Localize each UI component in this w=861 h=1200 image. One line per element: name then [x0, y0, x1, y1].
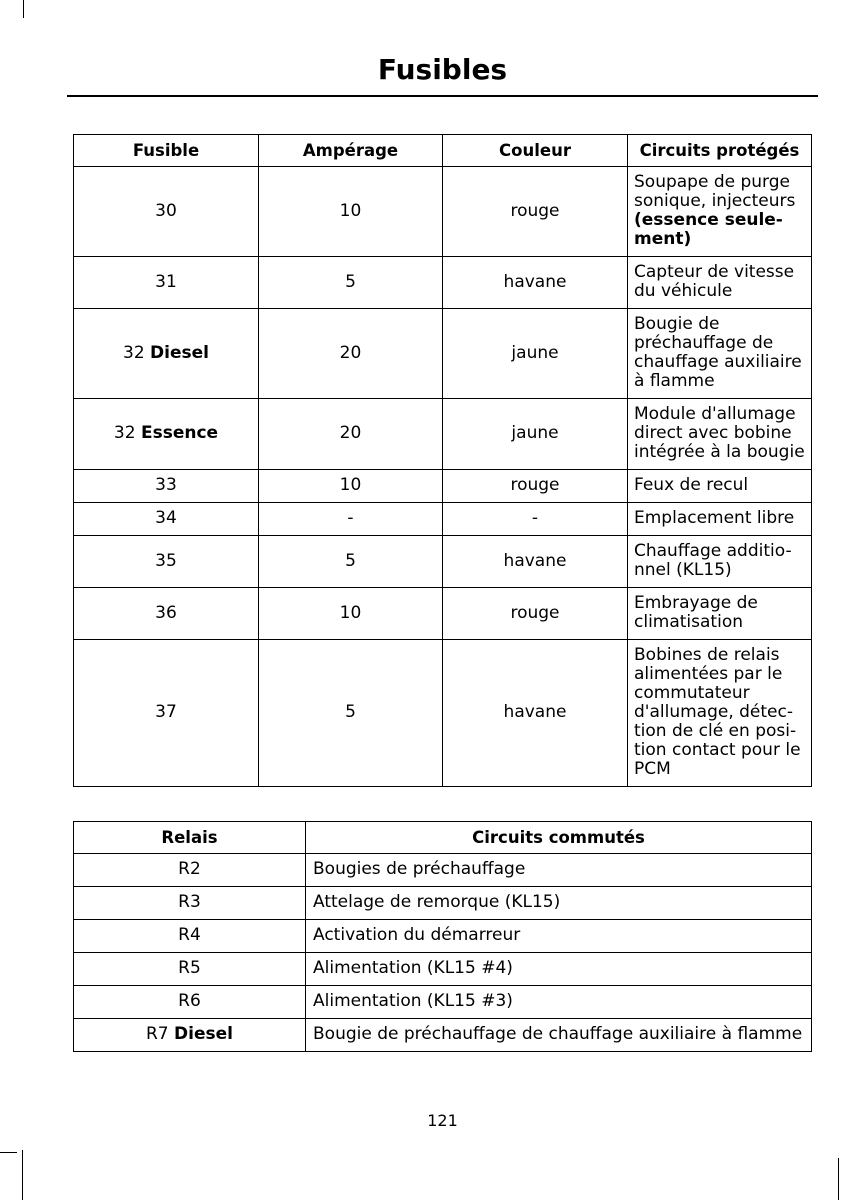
header-fuse: Fusible: [74, 135, 259, 167]
circuits-text: Feux de recul: [634, 475, 749, 495]
fuse-amperage: 10: [259, 167, 443, 257]
fuse-color: -: [443, 503, 628, 536]
fuse-color: rouge: [443, 588, 628, 640]
fuse-number: [74, 399, 259, 470]
relay-table-header: [74, 822, 812, 854]
relay-id: R3: [74, 887, 306, 920]
fuse-number: 37: [74, 640, 259, 787]
header-color: Couleur: [443, 135, 628, 167]
table-row: [74, 887, 812, 920]
relay-id: R6: [74, 986, 306, 1019]
fuse-table-header: [74, 135, 812, 167]
fuse-color: havane: [443, 640, 628, 787]
page-title: Fusibles: [377, 53, 508, 86]
relay-circuits: Alimentation (KL15 #4): [306, 953, 812, 986]
fuse-circuits: [628, 167, 812, 257]
crop-mark: [838, 1158, 839, 1200]
header-relay: Relais: [74, 822, 306, 854]
fuse-number: 36: [74, 588, 259, 640]
fuse-color: havane: [443, 257, 628, 309]
fuse-circuits: [628, 309, 812, 399]
circuits-text: Bougie de préchauffage de chauffage auxiliaire à flamme: [634, 314, 802, 391]
fuse-circuits: [628, 399, 812, 470]
table-row: [74, 986, 812, 1019]
fuse-number: 31: [74, 257, 259, 309]
circuits-note: (essence seule- ment): [634, 210, 783, 249]
relay-id: R4: [74, 920, 306, 953]
fuse-table-body: [74, 167, 812, 787]
relay-id: R5: [74, 953, 306, 986]
fuse-color: rouge: [443, 167, 628, 257]
relay-circuits: Bougie de préchauffage de chauffage auxiliaire à flamme: [306, 1019, 812, 1052]
crop-mark: [0, 1152, 17, 1153]
relay-circuits: Activation du démarreur: [306, 920, 812, 953]
circuits-text: Soupape de purge sonique, injecteurs: [634, 172, 796, 211]
fuse-amperage: 5: [259, 536, 443, 588]
circuits-text: Module d'allumage direct avec bobine intégrée à la bougie: [634, 404, 805, 462]
fuse-color: jaune: [443, 309, 628, 399]
fuse-amperage: 20: [259, 309, 443, 399]
table-row: [74, 167, 812, 257]
fuse-amperage: 5: [259, 640, 443, 787]
table-row: [74, 536, 812, 588]
fuse-amperage: 20: [259, 399, 443, 470]
circuits-text: Emplacement libre: [634, 508, 795, 528]
header-circuits: Circuits protégés: [628, 135, 812, 167]
relay-id: [74, 1019, 306, 1052]
fuse-amperage: 5: [259, 257, 443, 309]
fuse-number: 34: [74, 503, 259, 536]
relay-variant: Diesel: [174, 1024, 233, 1044]
fuse-color: havane: [443, 536, 628, 588]
table-row: [74, 920, 812, 953]
fuse-circuits: [628, 470, 812, 503]
table-row: [74, 309, 812, 399]
fuse-circuits: [628, 503, 812, 536]
table-row: [74, 953, 812, 986]
fuse-circuits: [628, 640, 812, 787]
table-row: [74, 854, 812, 887]
circuits-text: Chauffage additio- nnel (KL15): [634, 541, 792, 580]
fuse-circuits: [628, 588, 812, 640]
table-row: [74, 503, 812, 536]
fuse-number: 35: [74, 536, 259, 588]
header-row: [74, 822, 812, 854]
fuse-number-value: 32: [123, 342, 145, 363]
header-row: [74, 135, 812, 167]
fuse-number: 30: [74, 167, 259, 257]
fuse-amperage: 10: [259, 588, 443, 640]
table-row: [74, 588, 812, 640]
table-row: [74, 1019, 812, 1052]
page-number: 121: [427, 1111, 458, 1130]
fuse-variant: Diesel: [150, 342, 209, 363]
fuse-number-value: 32: [113, 423, 136, 443]
table-row: [74, 640, 812, 787]
table-row: [74, 399, 812, 470]
fuse-number: 33: [74, 470, 259, 503]
circuits-text: Capteur de vitesse du véhicule: [634, 262, 795, 301]
title-divider: [67, 95, 818, 97]
fuse-variant: Essence: [140, 423, 219, 443]
fuse-amperage: 10: [259, 470, 443, 503]
relay-circuits: Alimentation (KL15 #3): [306, 986, 812, 1019]
crop-mark: [23, 0, 24, 18]
relay-id-value: R7: [146, 1024, 169, 1044]
fuse-table: [73, 134, 812, 787]
fuse-amperage: -: [259, 503, 443, 536]
relay-circuits: Attelage de remorque (KL15): [306, 887, 812, 920]
header-amperage: Ampérage: [259, 135, 443, 167]
fuse-color: rouge: [443, 470, 628, 503]
table-row: [74, 257, 812, 309]
crop-mark: [22, 1150, 23, 1200]
relay-table: [73, 821, 812, 1052]
circuits-text: Bobines de relais alimentées par le commutateur d'allumage, détec- tion de clé en posi- tion contact pour le PCM: [634, 645, 801, 779]
circuits-text: Embrayage de climatisation: [634, 593, 758, 632]
fuse-circuits: [628, 257, 812, 309]
header-switched-circuits: Circuits commutés: [306, 822, 812, 854]
table-row: [74, 470, 812, 503]
fuse-number: [74, 309, 259, 399]
relay-id: R2: [74, 854, 306, 887]
relay-circuits: Bougies de préchauffage: [306, 854, 812, 887]
fuse-circuits: [628, 536, 812, 588]
fuse-color: jaune: [443, 399, 628, 470]
relay-table-body: [74, 854, 812, 1052]
